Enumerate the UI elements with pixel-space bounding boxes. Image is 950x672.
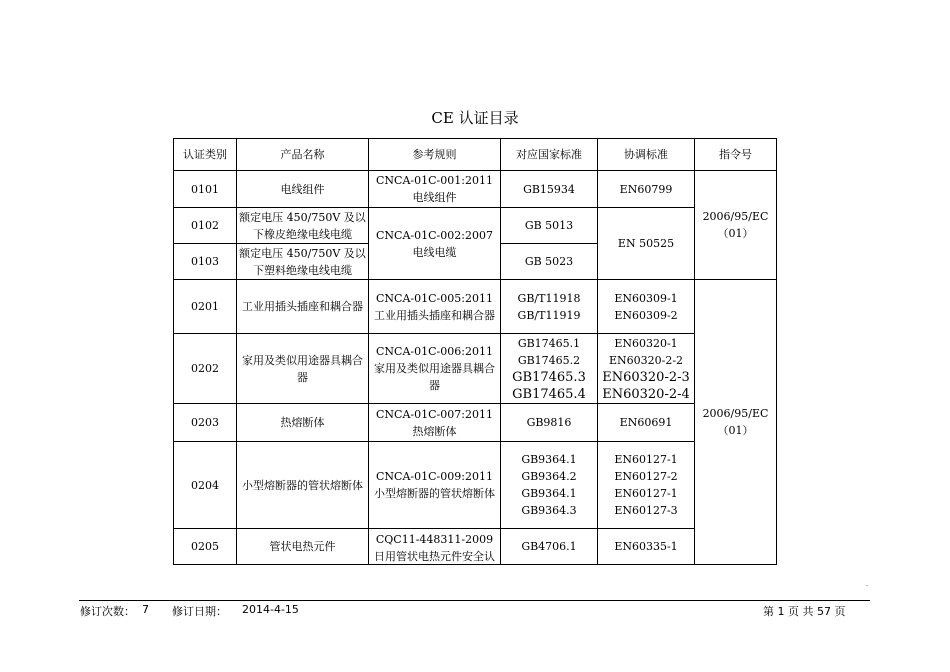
gb-line: GB17465.2 [517, 353, 581, 367]
national-standard [501, 404, 598, 442]
page-number: 第 1 页 共 57 页 [763, 605, 846, 618]
en-line: EN60799 [619, 182, 673, 196]
en-line: EN60335-1 [614, 540, 678, 553]
table-row [174, 334, 777, 404]
rule-line: CQC11-448311-2009 [375, 532, 494, 546]
product-line: 家用及类似用途器具耦合 [242, 353, 363, 367]
reference-rule [369, 442, 501, 529]
directive-cell [695, 280, 777, 565]
reference-rule [369, 334, 501, 404]
en-line: EN60691 [619, 416, 673, 429]
reference-rule [369, 529, 501, 565]
category-code: 0204 [174, 442, 237, 529]
gb-line: GB4706.1 [521, 540, 577, 553]
table-row [174, 529, 777, 565]
product-name [237, 208, 369, 244]
rule-line: 日用管状电热元件安全认 [374, 549, 495, 563]
gb-line: GB9364.1 [521, 487, 577, 500]
header-category: 认证类别 [174, 139, 237, 171]
product-line: 下橡皮绝缘电线电缆 [253, 227, 352, 241]
rule-line: CNCA-01C-007:2011 [376, 407, 493, 421]
en-line: EN60320-2-2 [608, 353, 684, 367]
product-line: 额定电压 450/750V 及以 [239, 246, 366, 260]
revision-count-label: 修订次数： [80, 605, 135, 618]
rule-line: 电线电缆 [412, 245, 457, 259]
directive-line: （01） [717, 227, 754, 240]
rule-line: CNCA-01C-005:2011 [376, 291, 493, 305]
en-line: EN60320-2-4 [602, 386, 690, 402]
rule-line: CNCA-01C-009:2011 [376, 470, 493, 483]
directive-cell [695, 171, 777, 280]
gb-line: GB/T11919 [517, 308, 581, 322]
en-line: EN60320-1 [614, 336, 678, 350]
product-name [237, 171, 369, 208]
stray-dot: . [866, 581, 868, 588]
rule-line: 小型熔断器的管状熔断体 [374, 487, 495, 500]
certification-table [173, 138, 777, 565]
rule-line: 电线组件 [412, 191, 457, 204]
revision-count-value: 7 [142, 603, 149, 616]
harmonized-standard [598, 442, 695, 529]
product-name [237, 334, 369, 404]
category-code: 0203 [174, 404, 237, 442]
header-gb: 对应国家标准 [501, 139, 598, 171]
national-standard [501, 529, 598, 565]
product-name [237, 244, 369, 280]
product-line: 电线组件 [280, 182, 325, 196]
product-line: 管状电热元件 [269, 540, 336, 553]
harmonized-standard [598, 334, 695, 404]
rule-line: CNCA-01C-001:2011 [376, 174, 493, 187]
national-standard [501, 171, 598, 208]
product-name [237, 280, 369, 334]
product-name [237, 529, 369, 565]
product-line: 下塑料绝缘电线电缆 [253, 263, 352, 277]
header-en: 协调标准 [598, 139, 695, 171]
en-line: EN60127-3 [614, 504, 678, 517]
category-code: 0103 [174, 244, 237, 280]
gb-line: GB17465.1 [517, 336, 581, 350]
directive-line: （01） [717, 424, 754, 437]
national-standard [501, 442, 598, 529]
rule-line: 工业用插头插座和耦合器 [374, 308, 495, 322]
en-line: EN 50525 [617, 237, 675, 250]
reference-rule [369, 171, 501, 208]
page-title: CE 认证目录 [431, 109, 519, 127]
revision-date-value: 2014-4-15 [242, 603, 299, 616]
gb-line: GB15934 [523, 182, 575, 196]
table-row [174, 171, 777, 208]
table-row [174, 208, 777, 244]
table-row [174, 280, 777, 334]
rule-line: 器 [429, 379, 440, 392]
product-line: 热熔断体 [280, 416, 325, 429]
rule-line: 家用及类似用途器具耦合 [374, 362, 495, 375]
en-line: EN60309-2 [614, 308, 678, 322]
gb-line: GB17465.4 [512, 386, 586, 402]
revision-date-label: 修订日期： [172, 605, 227, 618]
rule-line: CNCA-01C-006:2011 [376, 345, 493, 358]
footer-divider [79, 600, 870, 601]
product-line: 工业用插头插座和耦合器 [242, 300, 363, 313]
directive-line: 2006/95/EC [702, 407, 769, 420]
table-row [174, 442, 777, 529]
en-line: EN60127-1 [614, 487, 678, 500]
category-code: 0202 [174, 334, 237, 404]
gb-line: GB/T11918 [517, 291, 581, 305]
national-standard [501, 280, 598, 334]
en-line: EN60320-2-3 [602, 369, 690, 385]
gb-line: GB9364.2 [521, 470, 577, 483]
table-row [174, 404, 777, 442]
national-standard [501, 208, 598, 244]
harmonized-standard [598, 171, 695, 208]
directive-line: 2006/95/EC [702, 210, 769, 223]
category-code: 0101 [174, 171, 237, 208]
category-code: 0102 [174, 208, 237, 244]
gb-line: GB9364.3 [521, 504, 577, 517]
gb-line: GB 5013 [524, 219, 574, 232]
reference-rule [369, 280, 501, 334]
header-product: 产品名称 [237, 139, 369, 171]
product-name [237, 404, 369, 442]
rule-line: 热熔断体 [412, 424, 457, 438]
product-name [237, 442, 369, 529]
reference-rule [369, 208, 501, 280]
national-standard [501, 334, 598, 404]
category-code: 0201 [174, 280, 237, 334]
rule-line: CNCA-01C-002:2007 [376, 228, 493, 242]
header-directive: 指令号 [695, 139, 777, 171]
reference-rule [369, 404, 501, 442]
gb-line: GB17465.3 [512, 369, 586, 385]
product-line: 小型熔断器的管状熔断体 [242, 478, 363, 492]
national-standard [501, 244, 598, 280]
gb-line: GB 5023 [524, 255, 574, 268]
gb-line: GB9816 [526, 416, 572, 429]
table-header-row [174, 139, 777, 171]
harmonized-standard [598, 208, 695, 280]
harmonized-standard [598, 280, 695, 334]
category-code: 0205 [174, 529, 237, 565]
header-rule: 参考规则 [369, 139, 501, 171]
gb-line: GB9364.1 [521, 453, 577, 466]
en-line: EN60127-1 [614, 453, 678, 466]
harmonized-standard [598, 404, 695, 442]
harmonized-standard [598, 529, 695, 565]
product-line: 器 [297, 370, 308, 384]
en-line: EN60127-2 [614, 470, 678, 483]
en-line: EN60309-1 [614, 291, 678, 305]
product-line: 额定电压 450/750V 及以 [239, 210, 366, 224]
